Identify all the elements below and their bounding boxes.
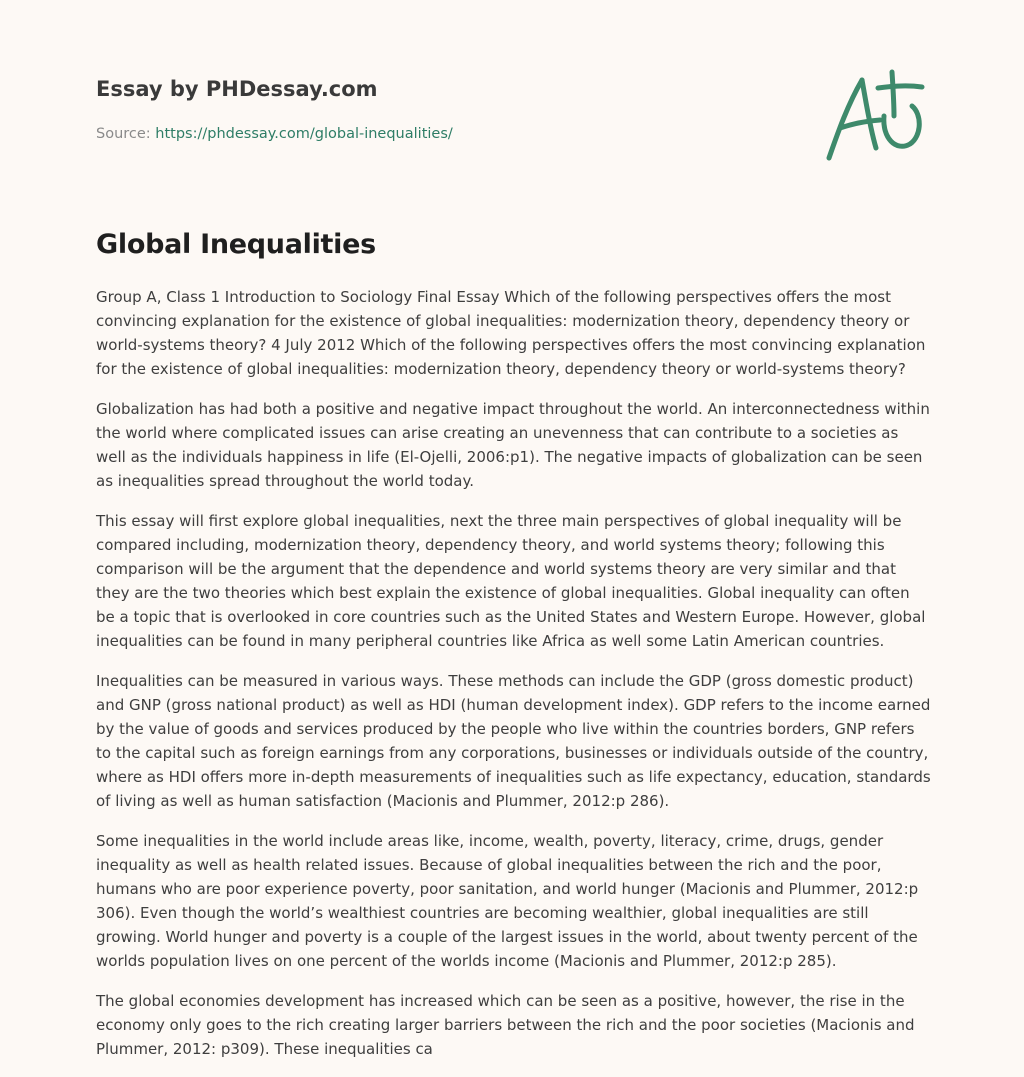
a-plus-logo-icon	[820, 66, 930, 166]
essay-paragraph: Inequalities can be measured in various ways. These methods can include the GDP (gross domestic product) and GNP (gross national product) as well as HDI (human development index). GDP refers to the income earned by the value of goods and services produced by the people who live within the countries borders, GNP refers to the capital such as foreign earnings from any corporations, businesses or individuals outside of the country, where as HDI offers more in-depth measurements of inequalities such as life expectancy, education, standards of living as well as human satisfaction (Macionis and Plummer, 2012:p 286).	[96, 672, 931, 810]
essay-paragraph: Group A, Class 1 Introduction to Sociology Final Essay Which of the following perspectives offers the most convincing explanation for the existence of global inequalities: modernization theory, dependency theory or world-systems theory? 4 July 2012 Which of the following perspectives offers the most convincing explanation for the existence of global inequalities: modernization theory, dependency theory or world-systems theory?	[96, 288, 926, 378]
essay-body	[96, 285, 932, 1077]
essay-header	[96, 74, 796, 144]
source-link[interactable]: https://phdessay.com/global-inequalities/	[155, 126, 453, 142]
essay-paragraph: This essay will first explore global inequalities, next the three main perspectives of global inequality will be compared including, modernization theory, dependency theory, and world systems theory; following this comparison will be the argument that the dependence and world systems theory are very similar and that they are the two theories which best explain the existence of global inequalities. Global inequality can often be a topic that is overlooked in core countries such as the United States and Western Europe. However, global inequalities can be found in many peripheral countries like Africa as well some Latin American countries.	[96, 512, 926, 650]
essay-paragraph: Globalization has had both a positive and negative impact throughout the world. An interconnectedness within the world where complicated issues can arise creating an unevenness that can contribute to a societies as well as the individuals happiness in life (El-Ojelli, 2006:p1). The negative impacts of globalization can be seen as inequalities spread throughout the world today.	[96, 400, 930, 490]
source-label: Source:	[96, 126, 156, 142]
essay-title: Global Inequalities	[96, 229, 376, 260]
site-brand: Essay by PHDessay.com	[96, 77, 378, 101]
source-line	[96, 124, 796, 144]
essay-paragraph: The global economies development has increased which can be seen as a positive, however, the rise in the economy only goes to the rich creating larger barriers between the rich and the poor societies (Macionis and Plummer, 2012: p309). These inequalities ca	[96, 992, 915, 1058]
essay-paragraph: Some inequalities in the world include areas like, income, wealth, poverty, literacy, crime, drugs, gender inequality as well as health related issues. Because of global inequalities between the rich and the poor, humans who are poor experience poverty, poor sanitation, and world hunger (Macionis and Plummer, 2012:p 306). Even though the world’s wealthiest countries are becoming wealthier, global inequalities are still growing. World hunger and poverty is a couple of the largest issues in the world, about twenty percent of the worlds population lives on one percent of the worlds income (Macionis and Plummer, 2012:p 285).	[96, 832, 919, 970]
